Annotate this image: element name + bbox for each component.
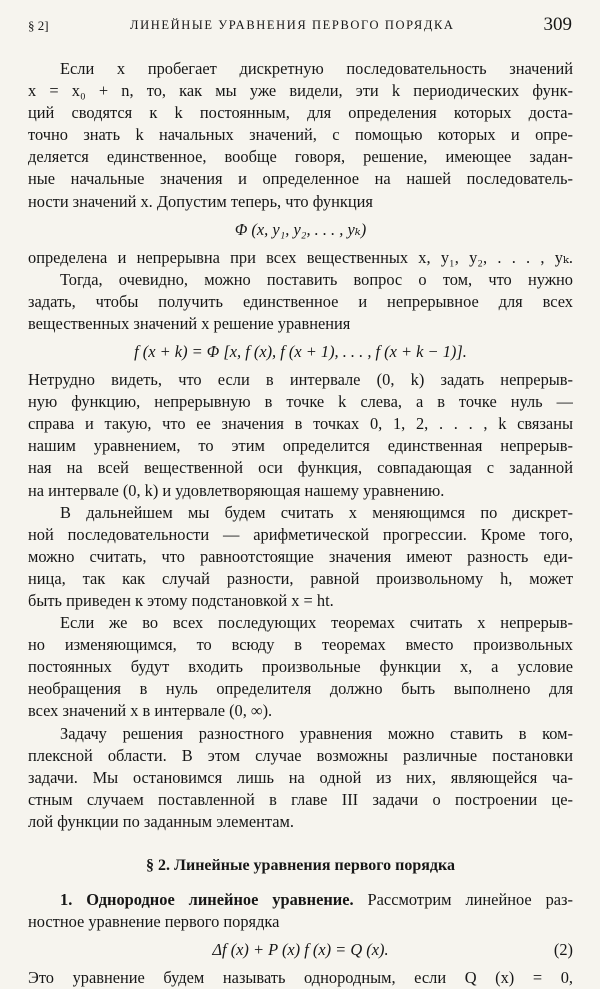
text-line: на интервале (0, k) и удовлетворяющая нашему уравнению. <box>28 480 445 500</box>
paragraph-4 <box>28 502 573 612</box>
text-line: плексной области. В этом случае возможны различные постановки <box>28 745 573 765</box>
text-line: быть приведен к этому подстановкой x = ht. <box>28 590 334 610</box>
header-title: ЛИНЕЙНЫЕ УРАВНЕНИЯ ПЕРВОГО ПОРЯДКА <box>130 18 455 32</box>
running-header <box>28 14 572 38</box>
text-line: Задачу решения разностного уравнения можно ставить в ком- <box>60 723 573 743</box>
text-line: справа и такую, что ее значения в точках 0, 1, 2, . . . , k связаны <box>28 414 573 434</box>
text-line: нашим уравнением, то этим определится единственная непрерыв- <box>28 436 573 456</box>
page-body <box>28 58 573 989</box>
equation-number: (2) <box>553 940 573 960</box>
paragraph-3 <box>28 369 573 502</box>
paragraph-1 <box>28 58 573 213</box>
text-span: Рассмотрим линейное раз- <box>353 890 573 909</box>
text-line: ную функцию, непрерывную в точке k слева, а в точке нуль — <box>28 392 573 412</box>
header-section-ref: § 2] <box>28 18 49 33</box>
formula-recurrence: f (x + k) = Φ [x, f (x), f (x + 1), . . . , f (x + k − 1)]. <box>134 342 467 362</box>
text-line: Это уравнение будем называть однородным, если Q (x) = 0, <box>28 968 573 988</box>
text-line: необращения в нуль определителя должно быть выполнено для <box>28 679 573 699</box>
subheading: 1. Однородное линейное уравнение. <box>60 890 354 909</box>
text-line: Тогда, очевидно, можно поставить вопрос о том, что нужно <box>60 269 573 289</box>
text-line: но изменяющимся, то всюду в теоремах вместо произвольных <box>28 635 573 655</box>
text-line: x = x₀ + n, то, как мы уже видели, эти k периодических функ- <box>28 81 573 101</box>
formula-2 <box>28 933 573 967</box>
text-line <box>28 889 573 911</box>
text-line: лой функции по заданным элементам. <box>28 811 294 831</box>
formula-text: Δf (x) + P (x) f (x) = Q (x). <box>212 940 389 960</box>
text-line: ности значений x. Допустим теперь, что функция <box>28 191 373 211</box>
text-line: Если же во всех последующих теоремах считать x непрерыв- <box>60 613 573 633</box>
text-line: ностное уравнение первого порядка <box>28 912 280 932</box>
paragraph-7 <box>28 889 573 933</box>
text-line: всех значений x в интервале (0, ∞). <box>28 701 273 721</box>
section-title: § 2. Линейные уравнения первого порядка <box>146 857 455 874</box>
text-line: ной последовательности — арифметической прогрессии. Кроме того, <box>28 524 573 544</box>
text-line: стным случаем поставленной в главе III задачи о построении це- <box>28 789 573 809</box>
page-number: 309 <box>543 14 572 35</box>
formula-phi: Φ (x, y₁, y₂, . . . , yₖ) <box>234 219 367 239</box>
text-line: Нетрудно видеть, что если в интервале (0, k) задать непрерыв- <box>28 370 573 390</box>
text-line: В дальнейшем мы будем считать x меняющимся по дискрет- <box>60 502 573 522</box>
paragraph-5 <box>28 612 573 722</box>
text-line: ница, так как случай разности, равной произвольному h, может <box>28 568 573 588</box>
text-line: определена и непрерывна при всех вещественных x, y₁, y₂, . . . , yₖ. <box>28 247 573 267</box>
paragraph-6 <box>28 723 573 833</box>
text-line: точно знать k начальных значений, с помощью которых и опре- <box>28 125 573 145</box>
text-line: ная на всей вещественной оси функция, совпадающая с заданной <box>28 458 573 478</box>
text-line: постоянных будут входить произвольные функции x, а условие <box>28 657 573 677</box>
text-line: задать, чтобы получить единственное и непрерывное для всех <box>28 291 573 311</box>
text-line: можно считать, что равноотстоящие значения имеют разность еди- <box>28 546 573 566</box>
text-line: вещественных значений x решение уравнения <box>28 313 351 333</box>
text-line: Если x пробегает дискретную последовательность значений <box>60 59 573 78</box>
paragraph-8 <box>28 967 573 989</box>
text-line: ций сводятся к k постоянным, для определения которых доста- <box>28 103 573 123</box>
text-line: задачи. Мы остановимся лишь на одной из них, являющейся ча- <box>28 767 573 787</box>
text-line: деляется единственное, вообще говоря, решение, имеющее задан- <box>28 147 573 167</box>
paragraph-2 <box>28 247 573 335</box>
text-line: ные начальные значения и определенное на нашей последователь- <box>28 169 573 189</box>
